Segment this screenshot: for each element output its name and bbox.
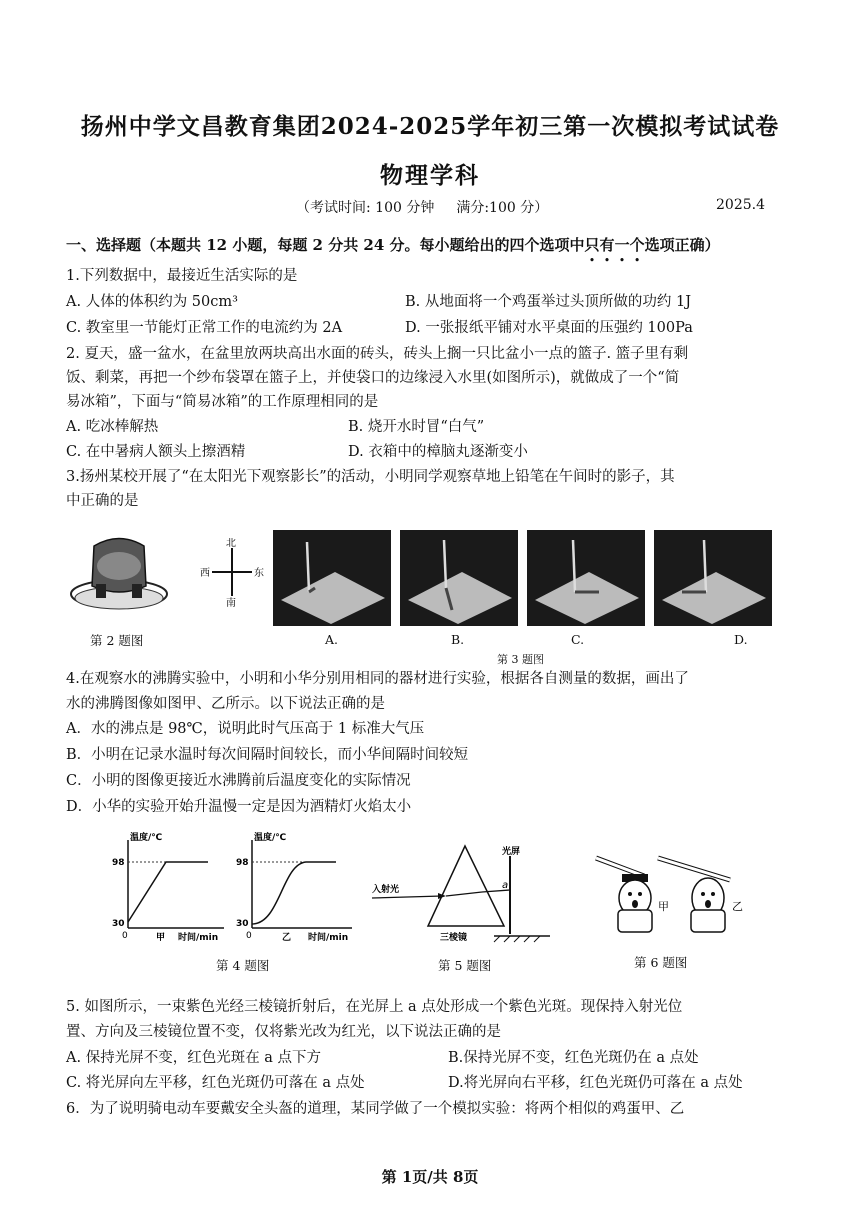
fig4-jia-y98: 98 [112,858,125,868]
q2-option-a: A. 吃冰棒解热 [66,419,159,435]
fig3-label-b: B. [451,632,465,647]
fig4-yi-name: 乙 [282,933,292,943]
q1-option-c: C. 教室里一节能灯正常工作的电流约为 2A [66,320,343,336]
fig4-jia-xlabel: 时间/min [178,933,219,943]
fig4-yi-origin: 0 [246,931,252,941]
fig2-caption: 第 2 题图 [90,633,144,648]
fig4-graph-jia [108,830,228,945]
full-score: 满分:100 分） [456,200,549,216]
q4-stem-line2: 水的沸腾图像如图甲、乙所示。以下说法正确的是 [66,696,385,712]
q4-option-c: C．小明的图像更接近水沸腾前后温度变化的实际情况 [66,773,411,789]
fig2-basket-illustration [64,526,174,626]
fig3-caption: 第 3 题图 [497,653,544,666]
section-heading: 一、选择题（本题共 12 小题，每题 2 分共 24 分。每小题给出的四个选项中只有一个选项正确） [66,236,720,254]
fig4-jia-ylabel: 温度/℃ [130,833,163,843]
fig4-jia-origin: 0 [122,931,128,941]
fig5-prism-diagram [370,842,555,944]
compass-east: 东 [254,568,264,579]
compass-south: 南 [226,598,236,608]
compass-north: 北 [226,538,236,549]
fig5-caption: 第 5 题图 [438,958,492,973]
q2-stem-line3: 易冰箱”，下面与“简易冰箱”的工作原理相同的是 [66,394,379,410]
fig6-caption: 第 6 题图 [634,955,688,970]
fig5-prism-label: 三棱镜 [440,933,468,943]
q5-option-a: A. 保持光屏不变，红色光斑在 a 点下方 [66,1050,322,1066]
q1-option-d: D. 一张报纸平铺对水平桌面的压强约 100Pa [405,320,693,336]
q5-option-c: C. 将光屏向左平移，红色光斑仍可落在 a 点处 [66,1075,365,1091]
q2-option-b: B. 烧开水时冒“白气” [348,419,485,435]
q2-option-d: D. 衣箱中的樟脑丸逐渐变小 [348,444,528,460]
compass-west: 西 [200,568,210,579]
compass-diagram [198,538,268,608]
q6-stem-line1: 6．为了说明骑电动车要戴安全头盔的道理，某同学做了一个模拟实验：将两个相似的鸡蛋甲、乙 [66,1101,685,1117]
q5-option-d: D.将光屏向右平移，红色光斑仍可落在 a 点处 [448,1075,743,1091]
fig4-graph-yi [232,830,358,945]
exam-info [296,197,548,217]
subject-title: 物理学科 [380,162,480,189]
fig5-incident-label: 入射光 [372,885,400,895]
fig4-yi-xlabel: 时间/min [308,933,349,943]
q1-option-b: B. 从地面将一个鸡蛋举过头顶所做的功约 1J [405,294,692,310]
q2-option-c: C. 在中暑病人额头上擦酒精 [66,444,246,460]
fig3-photo-b [400,530,518,626]
fig3-photo-a [273,530,391,626]
q4-stem-line1: 4.在观察水的沸腾实验中，小明和小华分别用相同的器材进行实验，根据各自测量的数据，画出了 [66,671,689,687]
q5-option-b: B.保持光屏不变，红色光斑仍在 a 点处 [448,1050,699,1066]
fig4-jia-name: 甲 [156,933,166,943]
fig6-eggs-diagram [588,846,758,936]
fig3-photo-d [654,530,772,626]
fig3-label-a: A. [325,632,339,647]
exam-date: 2025.4 [716,197,765,213]
q4-option-d: D．小华的实验开始升温慢一定是因为酒精灯火焰太小 [66,799,412,815]
fig4-caption: 第 4 题图 [216,958,270,973]
page-footer: 第 1页/共 8页 [381,1168,479,1186]
q1-option-a: A. 人体的体积约为 50cm³ [66,294,238,310]
fig4-yi-y98: 98 [236,858,249,868]
q2-stem-line2: 饭、剩菜，再把一个纱布袋罩在篮子上，并使袋口的边缘浸入水里(如图所示)，就做成了一个“简 [66,370,680,386]
q4-option-b: B．小明在记录水温时每次间隔时间较长，而小华间隔时间较短 [66,747,469,763]
fig4-jia-y30: 30 [112,919,125,929]
exam-title: 扬州中学文昌教育集团2024-2025学年初三第一次模拟考试试卷 [80,113,780,140]
q2-stem-line1: 2. 夏天，盛一盆水，在盆里放两块高出水面的砖头，砖头上搁一只比盆小一点的篮子. 篮子里有剩 [66,346,689,362]
q5-stem-line1: 5. 如图所示，一束紫色光经三棱镜折射后，在光屏上 a 点处形成一个紫色光斑。现保持入射光位 [66,999,683,1015]
q4-option-a: A．水的沸点是 98℃，说明此时气压高于 1 标准大气压 [66,721,425,737]
fig5-screen-label: 光屏 [502,847,521,857]
q3-stem-line1: 3.扬州某校开展了“在太阳光下观察影长”的活动，小明同学观察草地上铅笔在午间时的影子，其 [66,469,675,485]
fig4-yi-ylabel: 温度/℃ [254,833,287,843]
fig4-yi-y30: 30 [236,919,249,929]
fig3-photo-c [527,530,645,626]
fig3-label-d: D. [734,632,748,647]
fig6-jia-label: 甲 [658,900,669,913]
exam-time: （考试时间: 100 分钟 [296,200,435,216]
q3-stem-line2: 中正确的是 [66,493,139,509]
fig6-yi-label: 乙 [732,900,743,913]
q1-stem: 1.下列数据中，最接近生活实际的是 [66,268,298,284]
q5-stem-line2: 置、方向及三棱镜位置不变，仅将紫光改为红光，以下说法正确的是 [66,1024,501,1040]
fig3-label-c: C. [571,632,585,647]
fig5-point-a: a [502,880,509,891]
